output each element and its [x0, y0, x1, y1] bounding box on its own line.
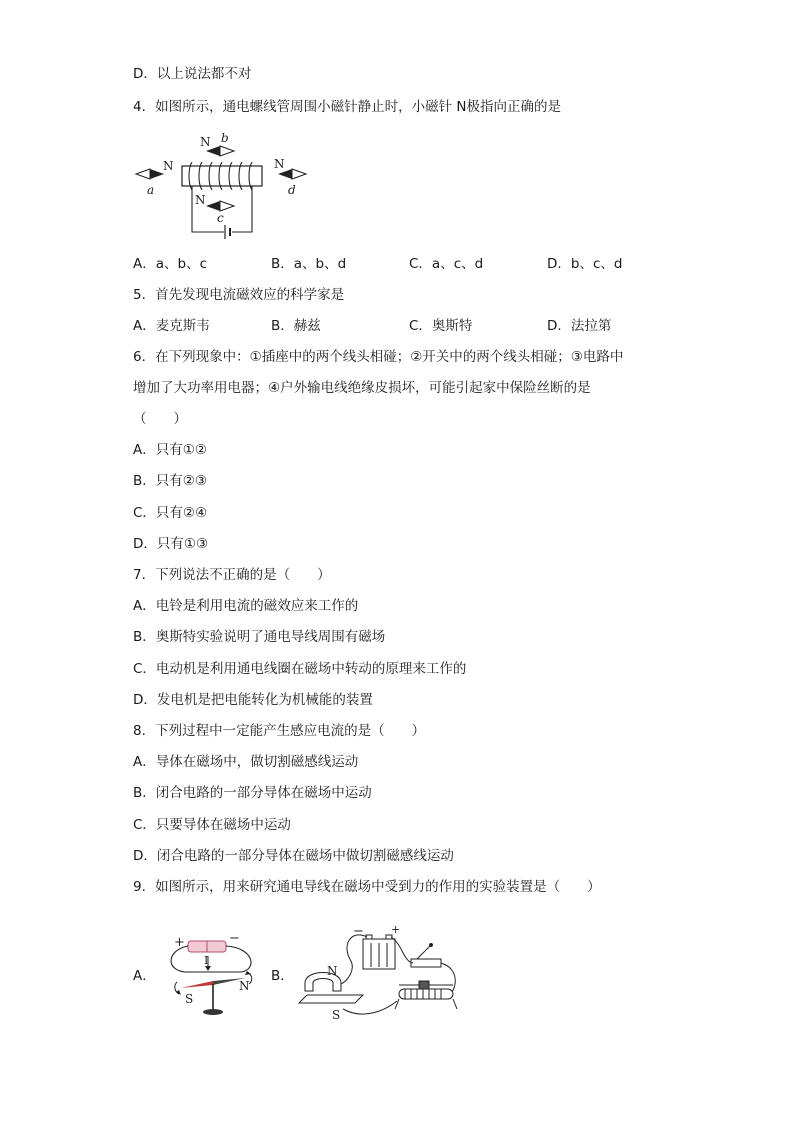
q4-option-c: C．a、c、d — [409, 256, 484, 272]
needle-c-n-label: N — [195, 193, 206, 207]
q7-option-b: B．奥斯特实验说明了通电导线周围有磁场 — [133, 629, 386, 645]
q9-option-b-label: B． — [271, 968, 294, 984]
fig-a-current-label: I — [204, 954, 209, 967]
q7-option-c: C．电动机是利用通电线圈在磁场中转动的原理来工作的 — [133, 661, 467, 677]
compass-needle-c — [206, 201, 234, 211]
needle-b-label: b — [221, 131, 229, 145]
q5-option-c: C．奥斯特 — [409, 318, 473, 334]
fig-b-n-label: N — [327, 964, 338, 978]
needle-d-label: d — [288, 183, 296, 197]
q4-option-a: A．a、b、c — [133, 256, 207, 272]
fig-a-minus-label: − — [229, 931, 240, 946]
battery-box-icon — [363, 935, 395, 969]
q8-stem: 8．下列过程中一定能产生感应电流的是（ ） — [133, 723, 426, 739]
q8-option-b: B．闭合电路的一部分导体在磁场中运动 — [133, 785, 372, 801]
q4-stem: 4．如图所示，通电螺线管周围小磁针静止时，小磁针 N极指向正确的是 — [133, 99, 561, 115]
fig-a-s-label: S — [185, 992, 194, 1006]
fig-a-n-label: N — [239, 979, 250, 993]
fig-b-minus-label: − — [353, 925, 364, 939]
q6-option-a: A．只有①② — [133, 442, 207, 458]
q9-figure-a-oersted — [163, 928, 263, 1020]
q5-option-b: B．赫兹 — [271, 318, 321, 334]
q9-figure-b-motor-apparatus — [295, 925, 475, 1025]
q6-option-d: D．只有①③ — [133, 536, 209, 552]
q4-option-b: B．a、b、d — [271, 256, 347, 272]
q8-option-c: C．只要导体在磁场中运动 — [133, 817, 291, 833]
fig-b-s-label: S — [332, 1008, 341, 1022]
q6-stem-line2: 增加了大功率用电器；④户外输电线绝缘皮损坏，可能引起家中保险丝断的是 — [133, 380, 591, 396]
battery-icon — [225, 225, 230, 239]
q8-option-a: A．导体在磁场中，做切割磁感线运动 — [133, 754, 359, 770]
q7-option-d: D．发电机是把电能转化为机械能的装置 — [133, 692, 373, 708]
q4-option-d: D．b、c、d — [547, 256, 623, 272]
q6-option-c: C．只有②④ — [133, 505, 208, 521]
needle-a-label: a — [147, 183, 155, 197]
q3-option-d: D．以上说法都不对 — [133, 66, 252, 82]
needle-a-n-label: N — [163, 159, 174, 173]
q4-solenoid-figure — [130, 128, 320, 244]
q6-stem-line3: （ ） — [133, 411, 187, 427]
q9-option-a-label: A． — [133, 968, 156, 984]
needle-c-label: c — [217, 211, 224, 225]
q5-option-a: A．麦克斯韦 — [133, 318, 210, 334]
q7-stem: 7．下列说法不正确的是（ ） — [133, 567, 331, 583]
q7-option-a: A．电铃是利用电流的磁效应来工作的 — [133, 598, 359, 614]
needle-b-n-label: N — [200, 135, 211, 149]
needle-d-n-label: N — [274, 157, 285, 171]
fig-b-plus-label: + — [391, 925, 401, 936]
q6-option-b: B．只有②③ — [133, 473, 207, 489]
rheostat-icon — [395, 981, 457, 1009]
compass-needle-a — [136, 169, 164, 179]
q5-option-d: D．法拉第 — [547, 318, 612, 334]
switch-icon — [411, 944, 441, 968]
q9-stem: 9．如图所示，用来研究通电导线在磁场中受到力的作用的实验装置是（ ） — [133, 879, 601, 895]
q6-stem-line1: 6．在下列现象中：①插座中的两个线头相碰；②开关中的两个线头相碰；③电路中 — [133, 349, 624, 365]
q8-option-d: D．闭合电路的一部分导体在磁场中做切割磁感线运动 — [133, 848, 454, 864]
fig-a-plus-label: + — [174, 935, 185, 950]
q5-stem: 5．首先发现电流磁效应的科学家是 — [133, 287, 345, 303]
